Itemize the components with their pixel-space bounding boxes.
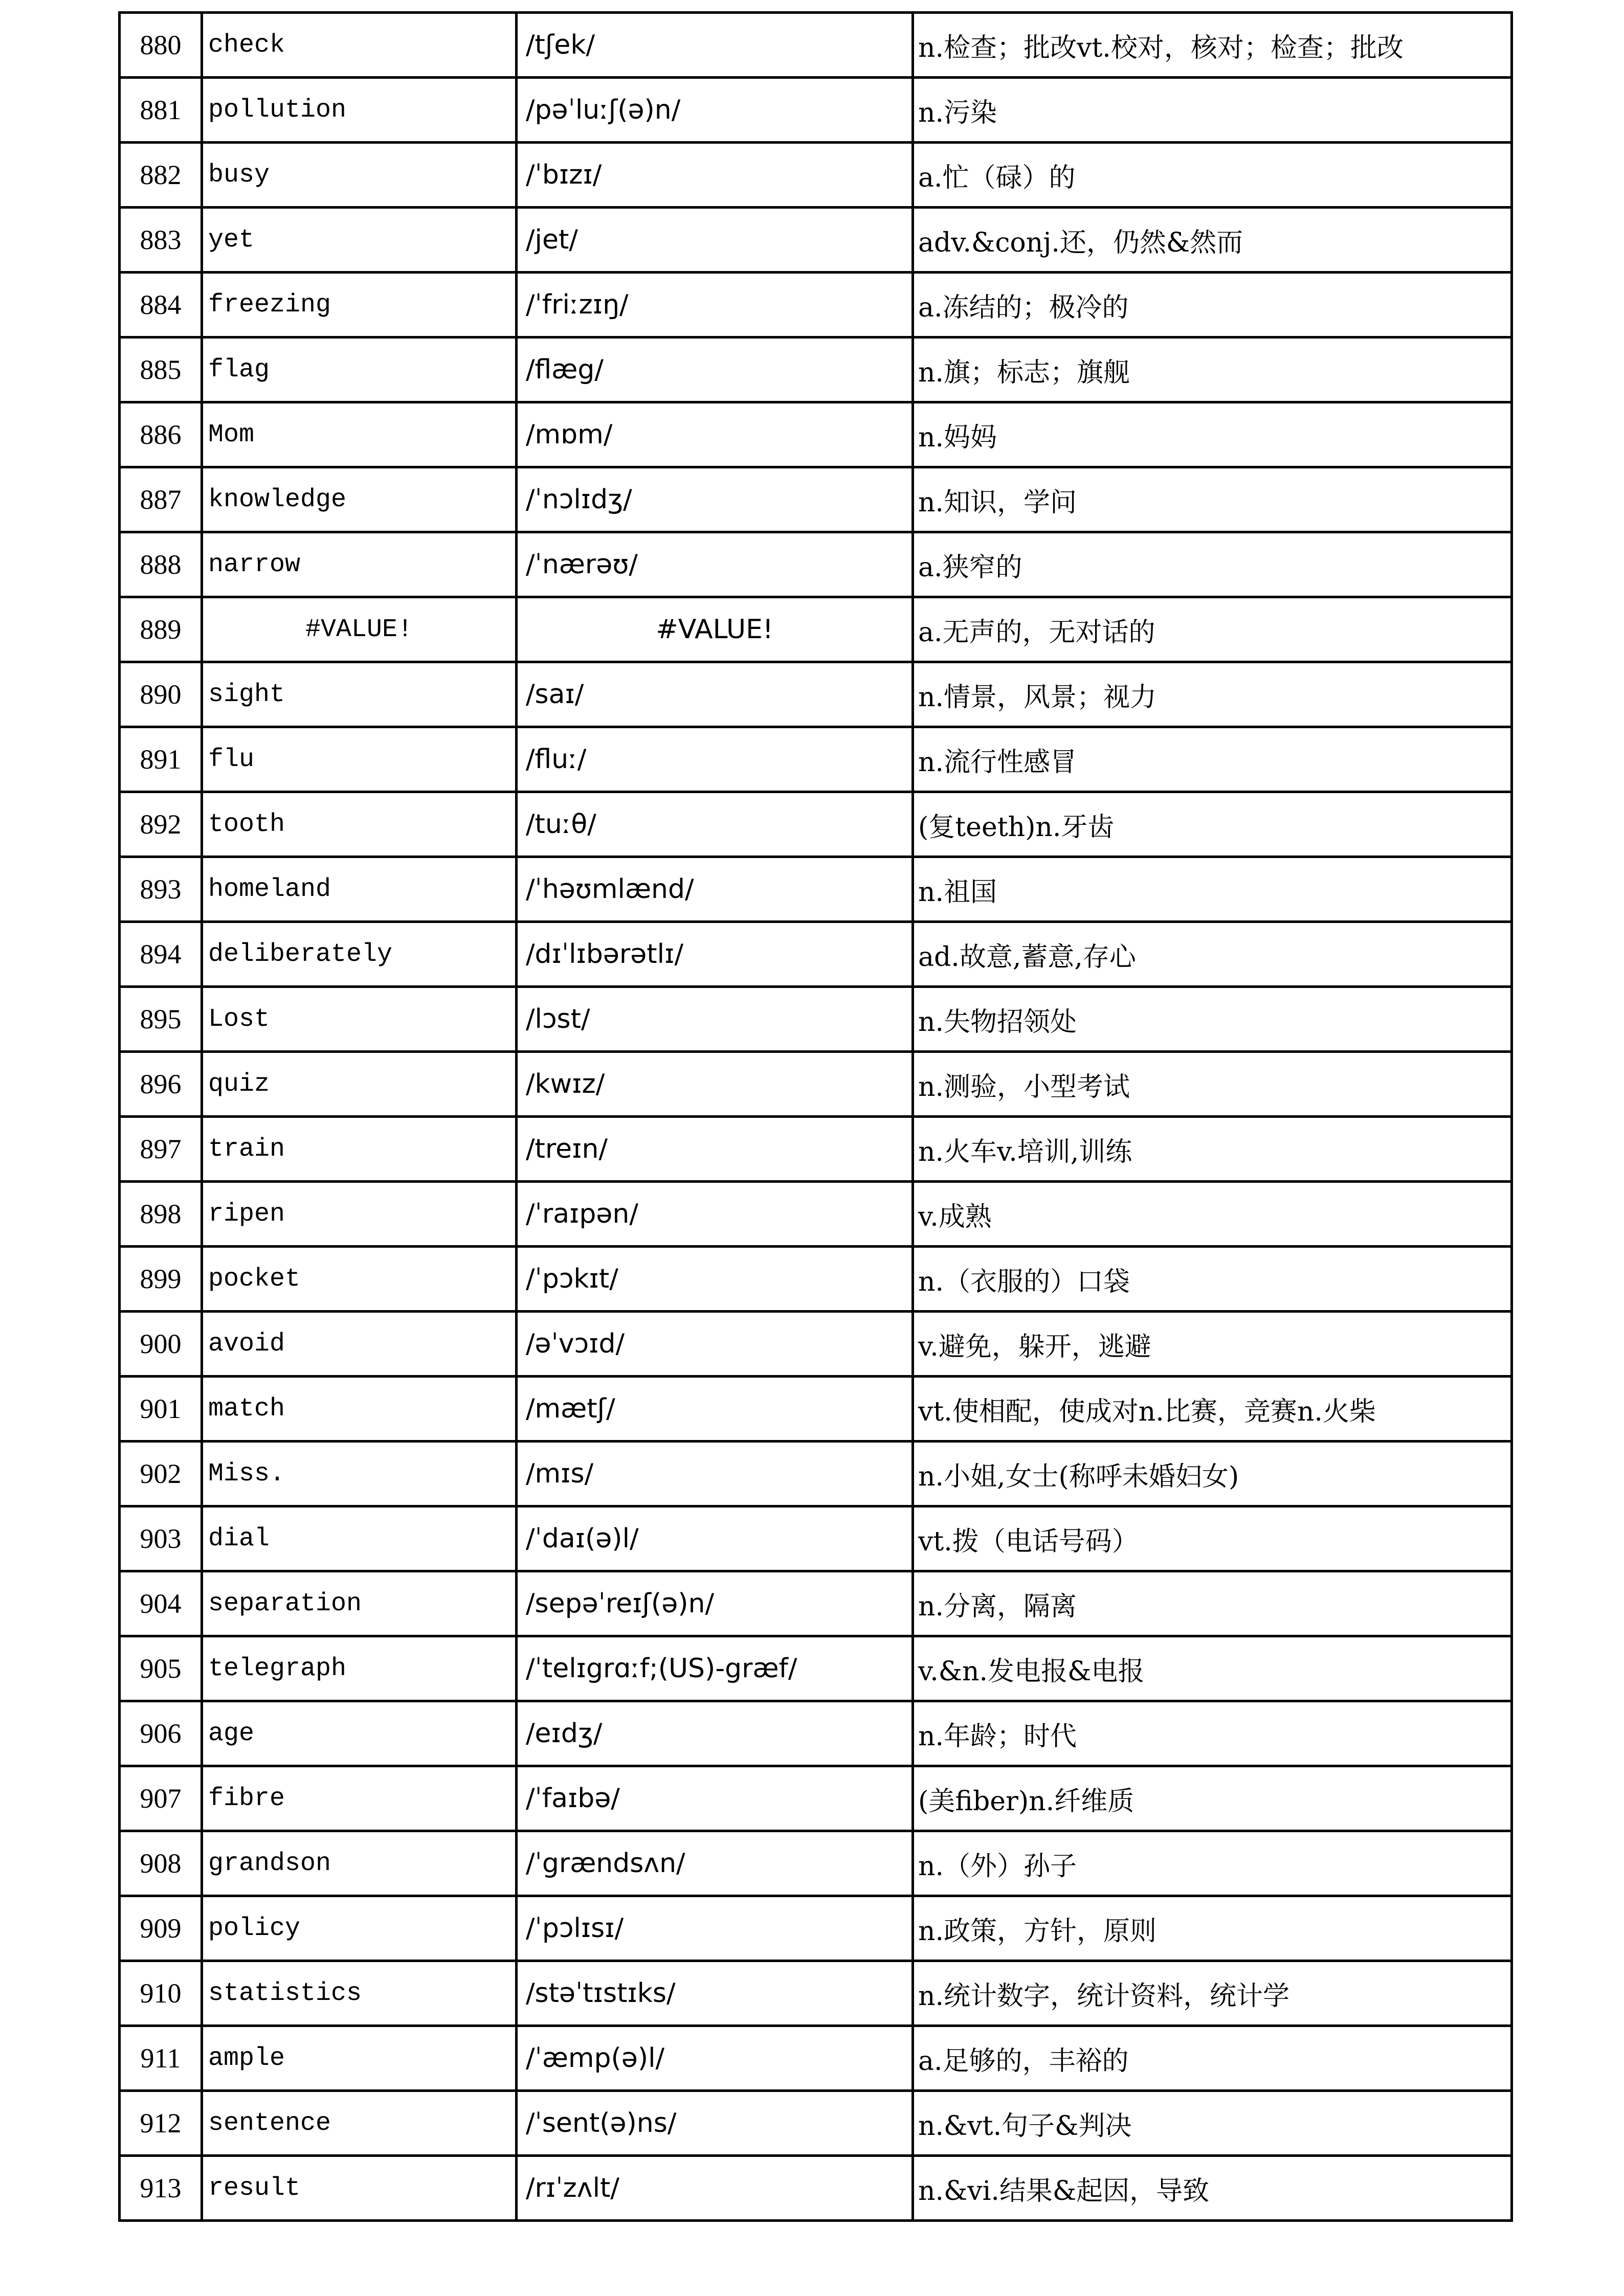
- word-cell: ample: [202, 2026, 517, 2091]
- table-row: [120, 1766, 1512, 1831]
- word-cell: flag: [202, 337, 517, 402]
- table-row: [120, 13, 1512, 78]
- definition-cell: n.政策，方针，原则: [913, 1896, 1512, 1961]
- definition-cell: a.忙（碌）的: [913, 143, 1512, 208]
- table-row: [120, 1377, 1512, 1442]
- word-cell: tooth: [202, 792, 517, 857]
- vocabulary-table: [118, 11, 1513, 2222]
- word-cell: narrow: [202, 532, 517, 597]
- table-row: [120, 1961, 1512, 2026]
- row-number-cell: 887: [120, 467, 202, 532]
- table-row: [120, 1831, 1512, 1896]
- word-cell: age: [202, 1701, 517, 1766]
- phonetic-cell: /tuːθ/: [517, 792, 913, 857]
- phonetic-cell: /ˈtelɪgrɑːf;(US)-græf/: [517, 1636, 913, 1701]
- phonetic-cell: /ˈsent(ə)ns/: [517, 2091, 913, 2156]
- table-row: [120, 402, 1512, 467]
- phonetic-cell: /rɪˈzʌlt/: [517, 2156, 913, 2221]
- table-row: [120, 1312, 1512, 1377]
- definition-cell: n.&vi.结果&起因，导致: [913, 2156, 1512, 2221]
- word-cell: train: [202, 1117, 517, 1182]
- definition-cell: n.分离，隔离: [913, 1571, 1512, 1636]
- row-number-cell: 907: [120, 1766, 202, 1831]
- table-row: [120, 1247, 1512, 1312]
- table-row: [120, 208, 1512, 273]
- word-cell: flu: [202, 727, 517, 792]
- word-cell: separation: [202, 1571, 517, 1636]
- table-row: [120, 857, 1512, 922]
- row-number-cell: 893: [120, 857, 202, 922]
- phonetic-cell: /pəˈluːʃ(ə)n/: [517, 78, 913, 143]
- row-number-cell: 898: [120, 1182, 202, 1247]
- definition-cell: a.无声的，无对话的: [913, 597, 1512, 662]
- table-row: [120, 2026, 1512, 2091]
- phonetic-cell: /ˈhəʊmlænd/: [517, 857, 913, 922]
- word-cell: ripen: [202, 1182, 517, 1247]
- phonetic-cell: /flæg/: [517, 337, 913, 402]
- phonetic-cell: #VALUE!: [517, 597, 913, 662]
- phonetic-cell: /ˈbɪzɪ/: [517, 143, 913, 208]
- phonetic-cell: /tʃek/: [517, 13, 913, 78]
- row-number-cell: 899: [120, 1247, 202, 1312]
- phonetic-cell: /ˈæmp(ə)l/: [517, 2026, 913, 2091]
- row-number-cell: 883: [120, 208, 202, 273]
- word-cell: Mom: [202, 402, 517, 467]
- table-row: [120, 273, 1512, 337]
- word-cell: sentence: [202, 2091, 517, 2156]
- row-number-cell: 906: [120, 1701, 202, 1766]
- phonetic-cell: /ˈfaɪbə/: [517, 1766, 913, 1831]
- definition-cell: v.成熟: [913, 1182, 1512, 1247]
- definition-cell: n.（外）孙子: [913, 1831, 1512, 1896]
- row-number-cell: 896: [120, 1052, 202, 1117]
- word-cell: statistics: [202, 1961, 517, 2026]
- word-cell: pocket: [202, 1247, 517, 1312]
- table-row: [120, 1052, 1512, 1117]
- definition-cell: adv.&conj.还，仍然&然而: [913, 208, 1512, 273]
- row-number-cell: 890: [120, 662, 202, 727]
- definition-cell: n.知识，学问: [913, 467, 1512, 532]
- definition-cell: vt.使相配，使成对n.比赛，竞赛n.火柴: [913, 1377, 1512, 1442]
- table-row: [120, 662, 1512, 727]
- row-number-cell: 885: [120, 337, 202, 402]
- definition-cell: a.足够的，丰裕的: [913, 2026, 1512, 2091]
- definition-cell: n.（衣服的）口袋: [913, 1247, 1512, 1312]
- row-number-cell: 889: [120, 597, 202, 662]
- row-number-cell: 904: [120, 1571, 202, 1636]
- word-cell: grandson: [202, 1831, 517, 1896]
- row-number-cell: 908: [120, 1831, 202, 1896]
- word-cell: deliberately: [202, 922, 517, 987]
- definition-cell: n.检查；批改vt.校对，核对；检查；批改: [913, 13, 1512, 78]
- phonetic-cell: /lɔst/: [517, 987, 913, 1052]
- phonetic-cell: /fluː/: [517, 727, 913, 792]
- definition-cell: n.测验，小型考试: [913, 1052, 1512, 1117]
- phonetic-cell: /eɪdʒ/: [517, 1701, 913, 1766]
- word-cell: homeland: [202, 857, 517, 922]
- definition-cell: a.狭窄的: [913, 532, 1512, 597]
- table-row: [120, 143, 1512, 208]
- table-row: [120, 78, 1512, 143]
- definition-cell: n.小姐,女士(称呼未婚妇女): [913, 1442, 1512, 1506]
- row-number-cell: 882: [120, 143, 202, 208]
- definition-cell: v.避免，躲开，逃避: [913, 1312, 1512, 1377]
- word-cell: Miss.: [202, 1442, 517, 1506]
- table-row: [120, 922, 1512, 987]
- phonetic-cell: /stəˈtɪstɪks/: [517, 1961, 913, 2026]
- row-number-cell: 912: [120, 2091, 202, 2156]
- phonetic-cell: /ˈnɔlɪdʒ/: [517, 467, 913, 532]
- table-row: [120, 1701, 1512, 1766]
- definition-cell: ad.故意,蓄意,存心: [913, 922, 1512, 987]
- word-cell: match: [202, 1377, 517, 1442]
- phonetic-cell: /sepəˈreɪʃ(ə)n/: [517, 1571, 913, 1636]
- definition-cell: n.祖国: [913, 857, 1512, 922]
- vocabulary-table-body: [120, 13, 1512, 2221]
- definition-cell: vt.拨（电话号码）: [913, 1506, 1512, 1571]
- definition-cell: v.&n.发电报&电报: [913, 1636, 1512, 1701]
- definition-cell: (复teeth)n.牙齿: [913, 792, 1512, 857]
- table-row: [120, 1506, 1512, 1571]
- phonetic-cell: /dɪˈlɪbərətlɪ/: [517, 922, 913, 987]
- phonetic-cell: /kwɪz/: [517, 1052, 913, 1117]
- word-cell: check: [202, 13, 517, 78]
- row-number-cell: 892: [120, 792, 202, 857]
- row-number-cell: 884: [120, 273, 202, 337]
- definition-cell: n.流行性感冒: [913, 727, 1512, 792]
- row-number-cell: 895: [120, 987, 202, 1052]
- row-number-cell: 905: [120, 1636, 202, 1701]
- table-row: [120, 2091, 1512, 2156]
- word-cell: result: [202, 2156, 517, 2221]
- table-row: [120, 467, 1512, 532]
- row-number-cell: 897: [120, 1117, 202, 1182]
- word-cell: Lost: [202, 987, 517, 1052]
- phonetic-cell: /mɪs/: [517, 1442, 913, 1506]
- word-cell: quiz: [202, 1052, 517, 1117]
- definition-cell: a.冻结的；极冷的: [913, 273, 1512, 337]
- table-row: [120, 1117, 1512, 1182]
- phonetic-cell: /mɒm/: [517, 402, 913, 467]
- table-row: [120, 727, 1512, 792]
- row-number-cell: 881: [120, 78, 202, 143]
- table-row: [120, 1571, 1512, 1636]
- definition-cell: n.妈妈: [913, 402, 1512, 467]
- word-cell: sight: [202, 662, 517, 727]
- phonetic-cell: /ˈgrændsʌn/: [517, 1831, 913, 1896]
- phonetic-cell: /ˈnærəʊ/: [517, 532, 913, 597]
- definition-cell: n.旗；标志；旗舰: [913, 337, 1512, 402]
- row-number-cell: 911: [120, 2026, 202, 2091]
- row-number-cell: 913: [120, 2156, 202, 2221]
- definition-cell: n.失物招领处: [913, 987, 1512, 1052]
- definition-cell: n.统计数字，统计资料，统计学: [913, 1961, 1512, 2026]
- phonetic-cell: /ˈfriːzɪŋ/: [517, 273, 913, 337]
- row-number-cell: 891: [120, 727, 202, 792]
- row-number-cell: 902: [120, 1442, 202, 1506]
- row-number-cell: 880: [120, 13, 202, 78]
- word-cell: telegraph: [202, 1636, 517, 1701]
- definition-cell: n.年龄；时代: [913, 1701, 1512, 1766]
- definition-cell: n.情景，风景；视力: [913, 662, 1512, 727]
- table-row: [120, 2156, 1512, 2221]
- word-cell: pollution: [202, 78, 517, 143]
- phonetic-cell: /treɪn/: [517, 1117, 913, 1182]
- phonetic-cell: /mætʃ/: [517, 1377, 913, 1442]
- row-number-cell: 901: [120, 1377, 202, 1442]
- phonetic-cell: /əˈvɔɪd/: [517, 1312, 913, 1377]
- table-row: [120, 337, 1512, 402]
- word-cell: busy: [202, 143, 517, 208]
- definition-cell: n.&vt.句子&判决: [913, 2091, 1512, 2156]
- table-row: [120, 792, 1512, 857]
- table-row: [120, 597, 1512, 662]
- word-cell: fibre: [202, 1766, 517, 1831]
- phonetic-cell: /jet/: [517, 208, 913, 273]
- row-number-cell: 910: [120, 1961, 202, 2026]
- row-number-cell: 886: [120, 402, 202, 467]
- word-cell: avoid: [202, 1312, 517, 1377]
- word-cell: dial: [202, 1506, 517, 1571]
- word-cell: #VALUE!: [202, 597, 517, 662]
- definition-cell: n.污染: [913, 78, 1512, 143]
- word-cell: freezing: [202, 273, 517, 337]
- table-row: [120, 987, 1512, 1052]
- word-cell: policy: [202, 1896, 517, 1961]
- phonetic-cell: /ˈpɔkɪt/: [517, 1247, 913, 1312]
- row-number-cell: 894: [120, 922, 202, 987]
- phonetic-cell: /ˈpɔlɪsɪ/: [517, 1896, 913, 1961]
- table-row: [120, 1636, 1512, 1701]
- row-number-cell: 900: [120, 1312, 202, 1377]
- word-cell: knowledge: [202, 467, 517, 532]
- row-number-cell: 909: [120, 1896, 202, 1961]
- table-row: [120, 1896, 1512, 1961]
- row-number-cell: 888: [120, 532, 202, 597]
- phonetic-cell: /ˈdaɪ(ə)l/: [517, 1506, 913, 1571]
- phonetic-cell: /ˈraɪpən/: [517, 1182, 913, 1247]
- phonetic-cell: /saɪ/: [517, 662, 913, 727]
- table-row: [120, 1442, 1512, 1506]
- table-row: [120, 532, 1512, 597]
- row-number-cell: 903: [120, 1506, 202, 1571]
- word-cell: yet: [202, 208, 517, 273]
- definition-cell: n.火车v.培训,训练: [913, 1117, 1512, 1182]
- definition-cell: (美fiber)n.纤维质: [913, 1766, 1512, 1831]
- table-row: [120, 1182, 1512, 1247]
